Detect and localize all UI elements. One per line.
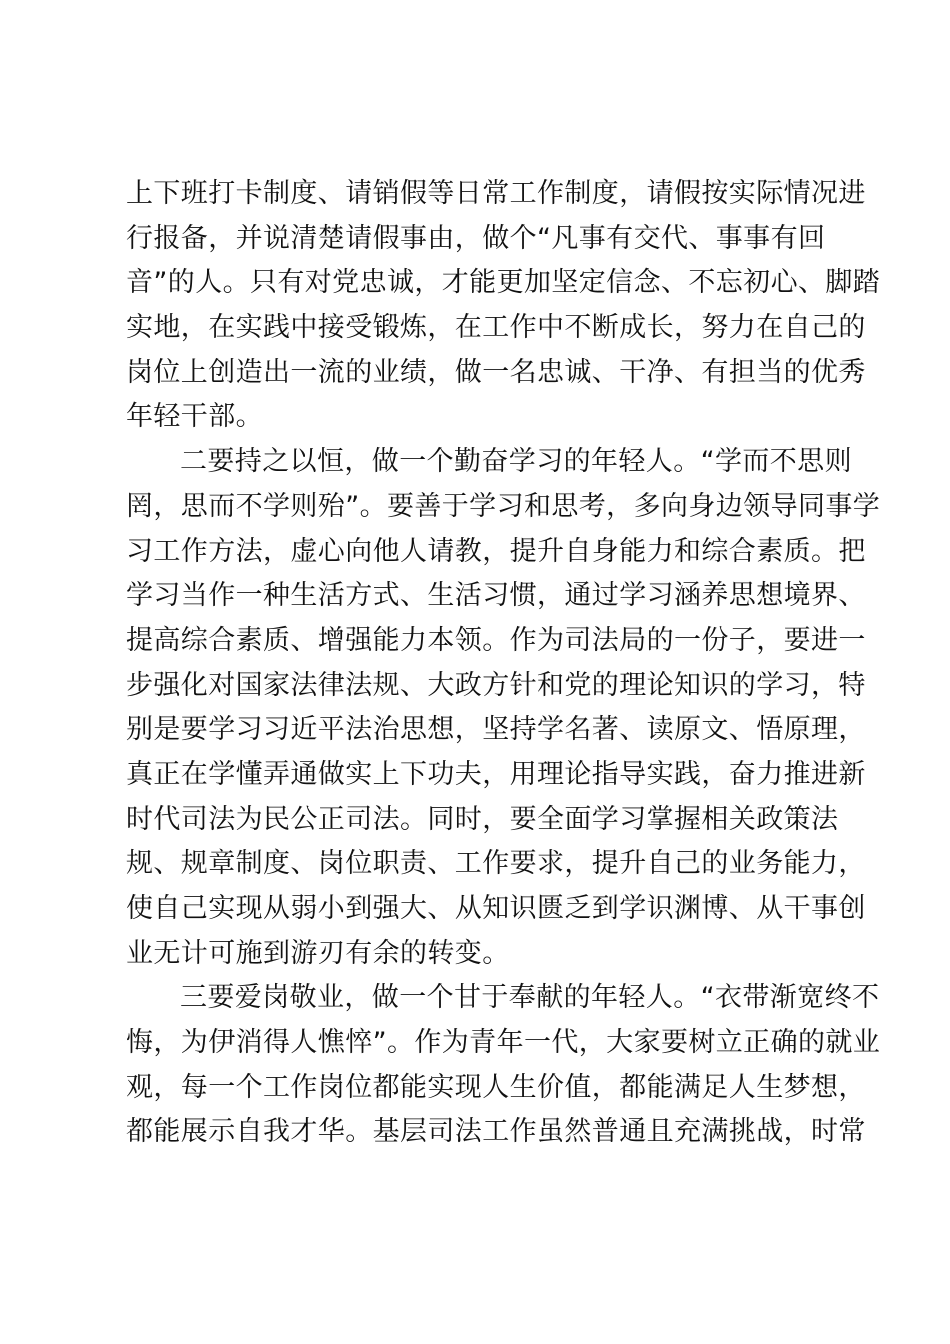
text-line: 学习当作一种生活方式、生活习惯，通过学习涵养思想境界、 — [126, 580, 866, 612]
document-body — [126, 172, 881, 1155]
paragraph-start-line: 二要持之以恒，做一个勤奋学习的年轻人。“学而不思则 — [180, 446, 852, 478]
text-line: 习工作方法，虚心向他人请教，提升自身能力和综合素质。把 — [126, 535, 866, 567]
text-line: 上下班打卡制度、请销假等日常工作制度，请假按实际情况进 — [126, 178, 866, 209]
text-line: 别是要学习习近平法治思想，坚持学名著、读原文、悟原理， — [126, 714, 866, 746]
text-line: 罔，思而不学则殆”。要善于学习和思考，多向身边领导同事学 — [126, 490, 881, 522]
text-line: 真正在学懂弄通做实上下功夫，用理论指导实践，奋力推进新 — [126, 758, 866, 790]
text-line: 年轻干部。 — [126, 401, 263, 433]
text-line: 实地，在实践中接受锻炼，在工作中不断成长，努力在自己的 — [126, 312, 866, 344]
text-line: 使自己实现从弱小到强大、从知识匮乏到学识渊博、从干事创 — [126, 893, 866, 924]
text-line: 行报备，并说清楚请假事由，做个“凡事有交代、事事有回 — [126, 222, 826, 254]
text-line: 提高综合素质、增强能力本领。作为司法局的一份子，要进一 — [126, 624, 866, 656]
text-line: 观，每一个工作岗位都能实现人生价值，都能满足人生梦想， — [126, 1071, 866, 1103]
text-line: 步强化对国家法律法规、大政方针和党的理论知识的学习，特 — [126, 669, 866, 701]
text-line: 音”的人。只有对党忠诚，才能更加坚定信念、不忘初心、脚踏 — [126, 267, 881, 299]
paragraph-start-line: 三要爱岗敬业，做一个甘于奉献的年轻人。“衣带渐宽终不 — [180, 982, 880, 1014]
text-line: 都能展示自我才华。基层司法工作虽然普通且充满挑战，时常 — [126, 1116, 866, 1148]
text-line: 业无计可施到游刃有余的转变。 — [126, 937, 510, 969]
text-line: 规、规章制度、岗位职责、工作要求，提升自己的业务能力， — [126, 848, 866, 880]
text-line: 岗位上创造出一流的业绩，做一名忠诚、干净、有担当的优秀 — [126, 356, 866, 388]
text-line: 悔，为伊消得人憔悴”。作为青年一代，大家要树立正确的就业 — [126, 1027, 881, 1059]
text-line: 时代司法为民公正司法。同时，要全面学习掌握相关政策法 — [126, 803, 839, 835]
